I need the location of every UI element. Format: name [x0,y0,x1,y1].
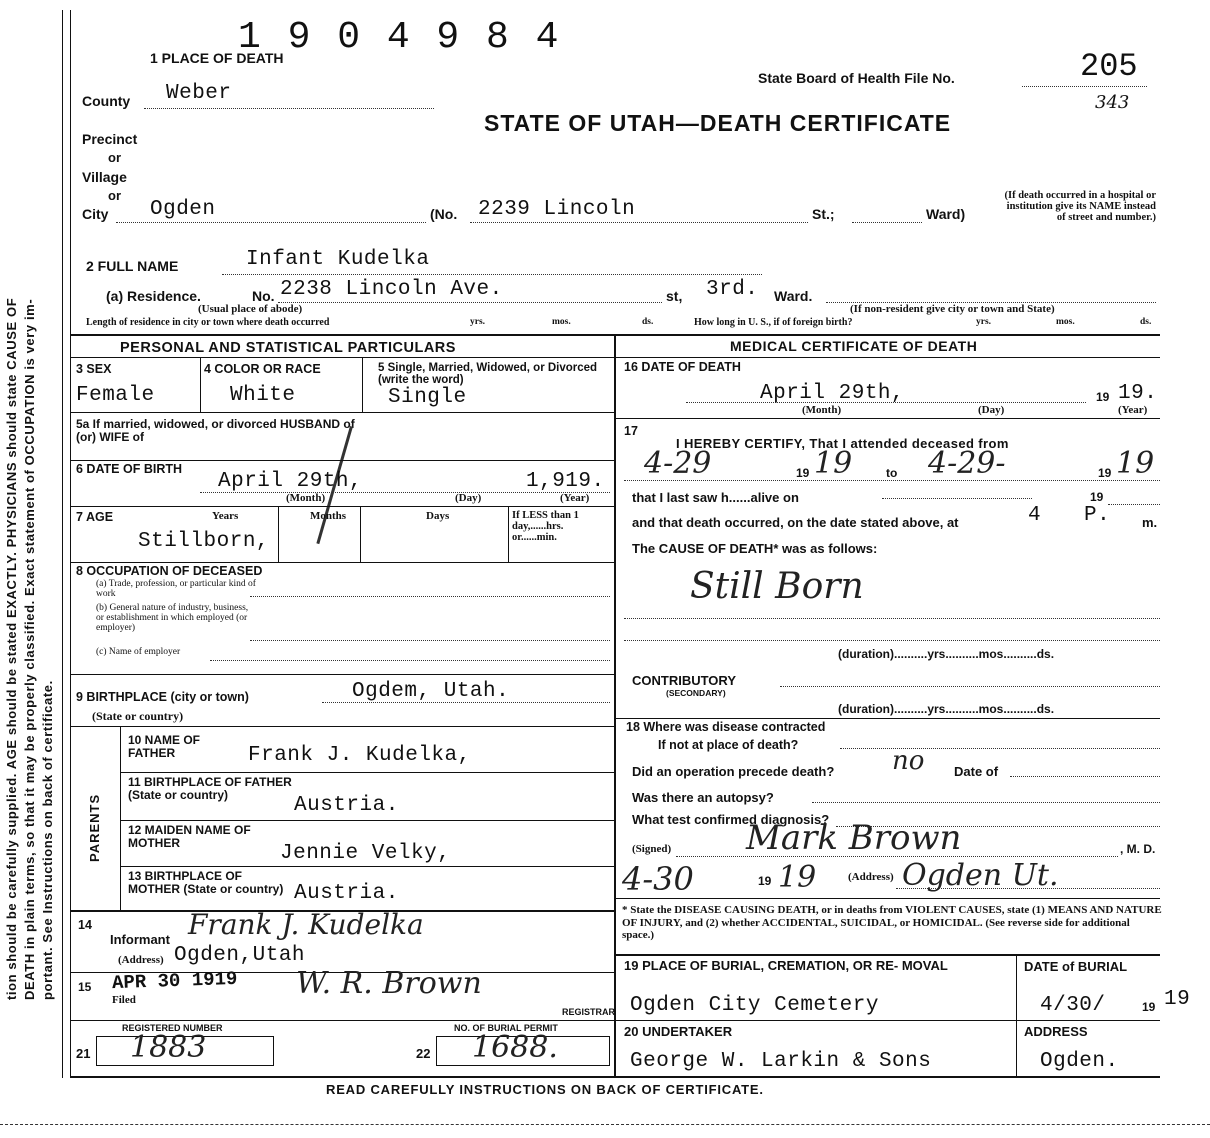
city-value: Ogden [150,198,216,221]
age-days-divider [508,506,509,562]
death-year-prefix: 19 [1096,390,1110,404]
autopsy-label: Was there an autopsy? [632,790,774,805]
informant-signature: Frank J. Kudelka [188,908,424,941]
operation-date-line [1010,776,1160,777]
last-saw-year-line [1108,504,1160,505]
row-line-7 [120,772,614,773]
last-saw-text: that I last saw h......alive on [632,490,799,505]
cause-duration: (duration)..........yrs..........mos..........ds. [838,647,1055,661]
mother-label: 12 MAIDEN NAME OF MOTHER [128,823,251,850]
occupation-a-line [250,596,610,597]
signed-year-prefix: 19 [758,874,772,888]
hospital-note: (If death occurred in a hospital or institution give its NAME instead of street and number.) [1004,190,1156,224]
birthplace-label: 9 BIRTHPLACE (city or town) [76,690,249,704]
margin-note-line-1: tion should be carefully supplied. AGE should be stated EXACTLY. PHYSICIANS should state CAUSE OF [4,297,19,1000]
usual-abode-note: (Usual place of abode) [198,303,303,315]
certificate-number: 1 9 0 4 9 8 4 [238,16,561,59]
grid-bottom [70,1076,1160,1078]
time-value: 4 [1028,504,1042,527]
form-left-border [62,10,63,1078]
row-line-12 [70,1020,614,1021]
operation-label: Did an operation precede death? [632,764,835,779]
residence-st-label: st, [666,288,683,304]
medical-row-line-5 [614,1020,1160,1021]
burial-permit: 1688. [472,1030,558,1065]
full-name-value: Infant Kudelka [246,248,430,271]
place-of-death-label: 1 PLACE OF DEATH [150,50,284,66]
time-suffix: P. [1084,504,1111,527]
occupation-c-line [210,660,610,661]
marital-value: Single [388,386,467,409]
perforation-line [0,1124,1210,1125]
where-contracted-label: 18 Where was disease contracted [626,720,826,734]
us-ds-label: ds. [1140,317,1152,327]
residence-value: 2238 Lincoln Ave. [280,278,503,301]
cause-label: The CAUSE OF DEATH* was as follows: [632,541,878,556]
margin-note-line-3: portant. See Instructions on back of certificate. [40,680,55,1000]
death-day-label: (Day) [978,404,1005,416]
medical-row-line-2 [614,718,1160,719]
st-label: St.; [812,206,835,222]
dob-day-label: (Day) [455,492,482,504]
mother-value: Jennie Velky, [280,842,451,865]
spouse-label: 5a If married, widowed, or divorced HUSBAND of (or) WIFE of [76,417,355,444]
item-14-label: 14 [78,918,92,932]
certify-text: I HEREBY CERTIFY, That I attended deceased from [676,436,1009,451]
residence-no-label: No. [252,288,275,304]
contracted-line [840,748,1160,749]
residence-ward-label: Ward. [774,288,813,304]
village-label: Village [82,169,127,185]
death-month-label: (Month) [802,404,842,416]
dob-month-label: (Month) [286,492,326,504]
county-label: County [82,93,131,109]
age-days-label: Days [426,510,450,522]
informant-address-label: (Address) [118,954,164,966]
date-of-label: Date of [954,764,999,779]
mother-birthplace-label: 13 BIRTHPLACE OF MOTHER (State or country) [128,869,284,896]
test-label: What test confirmed diagnosis? [632,812,830,827]
county-line [144,108,434,109]
residence-ward: 3rd. [706,278,759,301]
death-year-label: (Year) [1118,404,1148,416]
form-left-border-inner [70,10,71,1078]
burial-place-value: Ogden City Cemetery [630,994,879,1017]
item-21-label: 21 [76,1046,91,1061]
sex-label: 3 SEX [76,362,112,376]
parents-divider [120,726,121,910]
operation-value: no [892,746,925,776]
occupation-a-label: (a) Trade, profession, or particular kind of work [96,579,256,599]
nonresident-note: (If non-resident give city or town and State) [850,303,1055,315]
color-divider [362,357,363,412]
street-line [470,222,808,223]
if-not-label: If not at place of death? [658,738,799,752]
occupation-b-line [250,640,610,641]
secondary-label: (SECONDARY) [666,688,726,698]
city-label: City [82,206,109,222]
father-birthplace-value: Austria. [294,794,399,817]
attended-to-year: 19 [1116,446,1155,481]
death-year: 19. [1118,382,1158,405]
row-line-2 [70,460,614,461]
dob-month-day: April 29th, [218,470,363,493]
signed-label: (Signed) [632,843,672,855]
age-months-label: Months [310,510,347,522]
ward-line [852,222,922,223]
occurred-text: and that death occurred, on the date stated above, at [632,515,959,530]
cause-value: Still Born [690,566,864,607]
undertaker-address-value: Ogden. [1040,1050,1119,1073]
page-title: STATE OF UTAH—DEATH CERTIFICATE [484,110,952,136]
medical-row-line-4 [614,954,1160,956]
signed-date: 4-30 [622,860,694,898]
age-months-divider [360,506,361,562]
burial-divider [1016,954,1017,1076]
cause-line-2 [624,640,1160,641]
residence-line [278,302,662,303]
father-birthplace-label: 11 BIRTHPLACE OF FATHER (State or country) [128,775,292,802]
physician-address-line [896,888,1160,889]
dob-year: 1,919. [526,470,605,493]
length-yrs-label: yrs. [470,317,486,327]
residence-label: (a) Residence. [106,288,201,304]
item-17-label: 17 [624,424,638,438]
age-less-than-label: If LESS than 1 day,......hrs. or......min. [512,510,579,544]
contributory-duration: (duration)..........yrs..........mos..........ds. [838,702,1055,716]
cause-line-1 [624,618,1160,619]
age-years-label: Years [212,510,239,522]
row-line-9 [120,866,614,867]
attended-line [624,480,1160,481]
row-line-5 [70,674,614,675]
street-no-label: (No. [430,206,458,222]
undertaker-address-label: ADDRESS [1024,1024,1088,1039]
father-label: 10 NAME OF FATHER [128,733,201,760]
cause-footnote: * State the DISEASE CAUSING DEATH, or in deaths from VIOLENT CAUSES, state (1) MEANS AND NATURE OF INJURY, and (2) whether ACCIDENTAL, SUICIDAL, or HOMICIDAL. (See reverse side for additional space.) [622,904,1162,942]
sex-divider [200,357,201,412]
row-line-8 [120,820,614,821]
length-mos-label: mos. [552,317,571,327]
last-saw-line [882,498,1032,499]
file-no-label: State Board of Health File No. [758,70,955,86]
how-long-label: How long in U. S., if of foreign birth? [694,317,853,328]
occupation-b-label: (b) General nature of industry, business, or establishment in which employed (or employer) [96,603,249,633]
marital-label: 5 Single, Married, Widowed, or Divorced (write the word) [378,362,598,387]
city-line [116,222,426,223]
row-line-4 [70,562,614,563]
physician-address: Ogden Ut. [902,858,1059,893]
informant-address: Ogden,Utah [174,944,306,967]
attended-from: 4-29 [644,446,712,481]
physician-address-label: (Address) [848,871,894,883]
attended-from-year-prefix: 19 [796,466,810,480]
county-value: Weber [166,82,232,105]
age-label: 7 AGE [76,510,114,524]
file-no-extra: 343 [1095,92,1130,113]
contributory-label: CONTRIBUTORY [632,673,736,688]
contributory-line [780,686,1160,687]
occupation-label: 8 OCCUPATION OF DECEASED [76,564,263,578]
physician-signature: Mark Brown [746,818,962,858]
medical-row-line-1 [614,418,1160,419]
color-value: White [230,384,296,407]
personal-header: PERSONAL AND STATISTICAL PARTICULARS [120,340,456,356]
us-yrs-label: yrs. [976,317,992,327]
burial-date-value: 4/30/ [1040,994,1106,1017]
dob-year-label: (Year) [560,492,590,504]
file-no-line [1022,86,1147,87]
autopsy-line [812,802,1160,803]
father-value: Frank J. Kudelka, [248,744,471,767]
informant-label: Informant [110,932,170,947]
signature-line [676,856,1118,857]
occupation-c-label: (c) Name of employer [96,647,181,657]
item-22-label: 22 [416,1046,431,1061]
signed-year: 19 [778,860,817,895]
date-of-death-label: 16 DATE OF DEATH [624,360,741,374]
to-label: to [886,466,898,480]
registrar-signature: W. R. Brown [296,966,482,1001]
full-name-line [222,274,762,275]
date-of-death-value: April 29th, [760,382,905,405]
row-line-1 [70,412,614,413]
attended-from-year: 19 [814,446,853,481]
grid-center-divider [614,334,616,1078]
burial-permit-label: NO. OF BURIAL PERMIT [454,1023,558,1033]
m-label: m. [1142,515,1158,530]
parents-label: PARENTS [87,793,102,862]
precinct-label: Precinct [82,131,138,147]
birthplace-state-label: (State or country) [92,709,184,723]
age-value: Stillborn, [138,530,270,553]
margin-note-line-2: DEATH in plain terms, so that it may be properly classified. Exact statement of OCCUPATION is very im- [22,298,37,1000]
sex-value: Female [76,384,155,407]
undertaker-value: George W. Larkin & Sons [630,1050,932,1073]
medical-header: MEDICAL CERTIFICATE OF DEATH [730,338,978,354]
undertaker-label: 20 UNDERTAKER [624,1024,733,1039]
or-label-1: or [108,150,121,165]
ward-label: Ward) [926,206,966,222]
us-mos-label: mos. [1056,317,1075,327]
birthplace-value: Ogdem, Utah. [352,680,510,703]
burial-year-prefix: 19 [1142,1000,1156,1014]
mother-birthplace-value: Austria. [294,882,399,905]
registered-number: 1883 [130,1030,207,1065]
length-residence-label: Length of residence in city or town where death occurred [86,317,330,328]
full-name-label: 2 FULL NAME [86,258,179,274]
filed-label: Filed [112,994,136,1006]
last-saw-year-prefix: 19 [1090,490,1104,504]
burial-place-label: 19 PLACE OF BURIAL, CREMATION, OR RE- MOVAL [624,958,948,973]
md-label: , M. D. [1120,842,1156,856]
registered-number-label: REGISTERED NUMBER [122,1023,223,1033]
item-15-label: 15 [78,980,92,994]
filed-stamp: APR 30 1919 [111,967,238,995]
attended-to-year-prefix: 19 [1098,466,1112,480]
age-years-divider [278,506,279,562]
attended-to: 4-29- [928,446,1006,481]
row-line-6 [70,726,614,727]
footer-instructions: READ CAREFULLY INSTRUCTIONS ON BACK OF CERTIFICATE. [326,1082,764,1097]
dob-label: 6 DATE OF BIRTH [76,462,183,476]
burial-year: 19 [1164,988,1191,1011]
or-label-2: or [108,188,121,203]
burial-date-label: DATE of BURIAL [1024,959,1128,974]
length-ds-label: ds. [642,317,654,327]
row-line-3 [70,506,614,507]
color-label: 4 COLOR OR RACE [204,362,321,376]
file-no: 205 [1080,48,1138,85]
registrar-label: REGISTRAR [562,1007,616,1017]
medical-row-line-3 [614,898,1160,899]
street-value: 2239 Lincoln [478,198,636,221]
